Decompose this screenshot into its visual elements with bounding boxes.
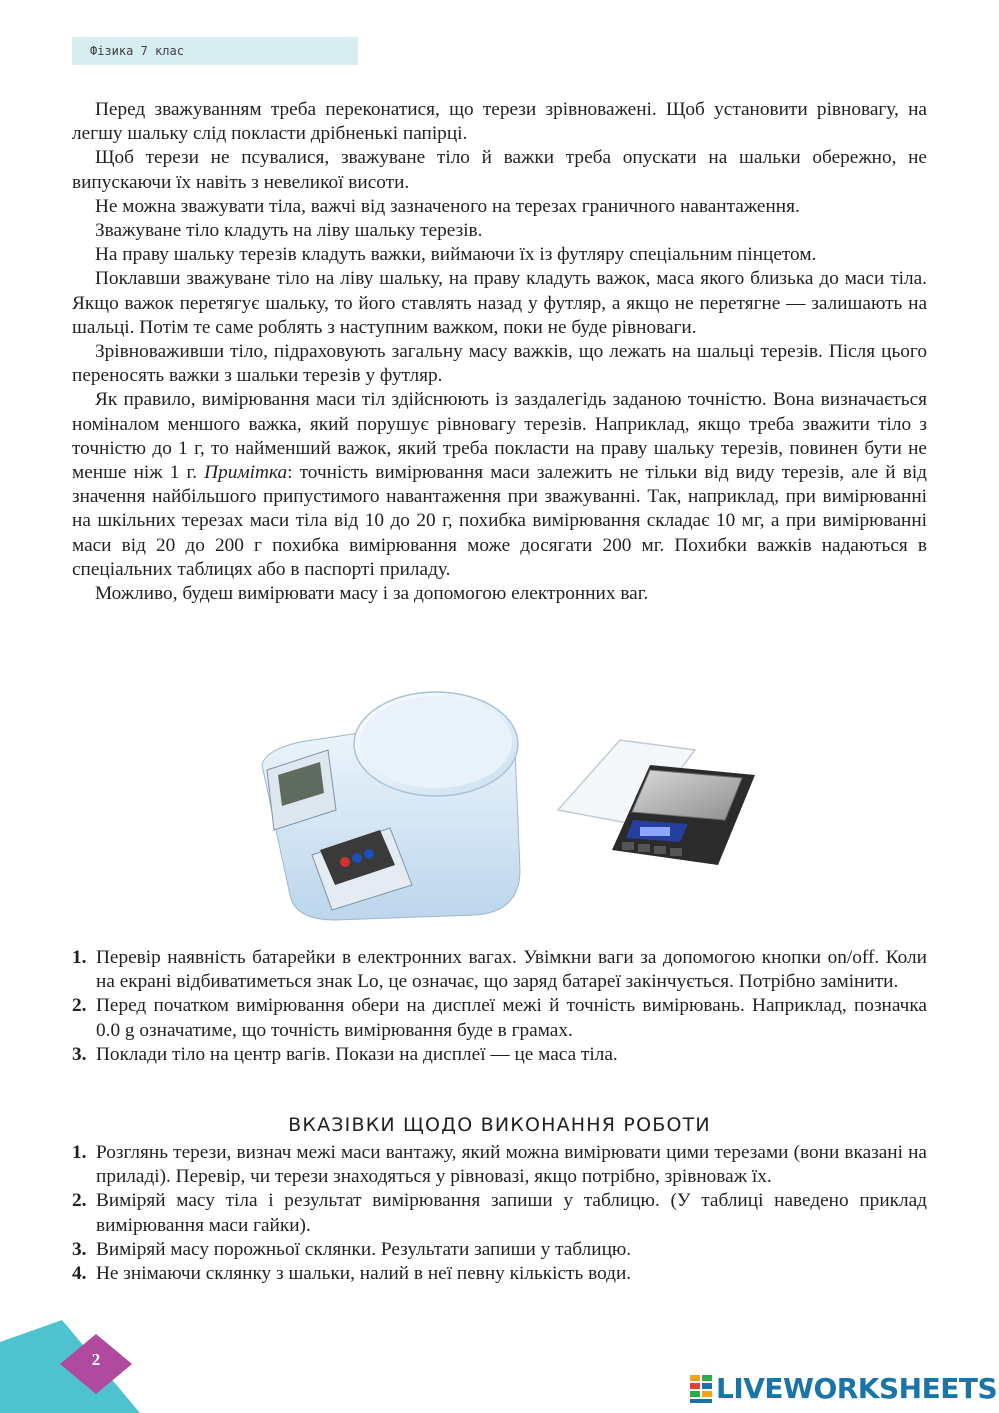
item-number: 2. bbox=[72, 995, 87, 1017]
paragraph: Зважуване тіло кладуть на ліву шальку терезів. bbox=[95, 220, 483, 242]
logo-text: LIVEWORKSHEETS bbox=[716, 1372, 998, 1405]
item-number: 2. bbox=[72, 1190, 87, 1212]
body-text bbox=[72, 98, 927, 606]
list-item bbox=[72, 1043, 927, 1067]
list-item bbox=[72, 1189, 927, 1237]
kitchen-scale-image bbox=[262, 692, 520, 920]
page-corner-decoration bbox=[0, 1320, 140, 1413]
item-number: 1. bbox=[72, 947, 87, 968]
item-number: 4. bbox=[72, 1263, 87, 1285]
item-text: Виміряй масу порожньої склянки. Результати запиши у таблицю. bbox=[96, 1238, 632, 1260]
page-number: 2 bbox=[91, 1350, 101, 1369]
electronic-scales-photos bbox=[240, 680, 780, 930]
paragraph: Зрівноваживши тіло, підраховують загальну масу важків, що лежать на шальці терезів. Після цього переносять важки з шальки терезів у футляр. bbox=[72, 341, 927, 387]
note-label: Примітка bbox=[204, 462, 288, 484]
list-item bbox=[72, 994, 927, 1042]
item-text: Виміряй масу тіла і результат вимірювання запиши у таблицю. (У таблиці наведено приклад вимірювання маси гайки). bbox=[96, 1190, 927, 1236]
item-text: Поклади тіло на центр вагів. Покази на дисплеї — це маса тіла. bbox=[96, 1043, 618, 1065]
paragraph: Не можна зважувати тіла, важчі від зазначеного на терезах граничного навантаження. bbox=[95, 195, 800, 217]
item-number: 3. bbox=[72, 1043, 87, 1065]
list-item bbox=[72, 946, 927, 994]
item-text: Розглянь терези, визнач межі маси вантажу, який можна вимірювати цими терезами (вони вказані на приладі). Перевір, чи терези знаходяться у рівновазі, якщо потрібно, зрівноваж їх. bbox=[96, 1142, 927, 1188]
item-number: 3. bbox=[72, 1238, 87, 1260]
item-text: Перевір наявність батарейки в електронних вагах. Увімкни ваги за допомогою кнопки on/off. Коли на екрані відбиватиметься знак Lo, це означає, що заряд батареї закінчується. Потрібно замінити. bbox=[96, 947, 927, 993]
precision-paragraph bbox=[72, 388, 927, 582]
electronic-intro: Можливо, будеш вимірювати масу і за допомогою електронних ваг. bbox=[95, 583, 649, 605]
liveworksheets-logo[interactable] bbox=[690, 1372, 997, 1405]
item-number: 1. bbox=[72, 1142, 87, 1163]
paragraph: Поклавши зважуване тіло на ліву шальку, на праву кладуть важок, маса якого близька до маси тіла. Якщо важок перетягує шальку, то його ставлять назад у футляр, а якщо не перетягне — залишають на шальці. Потім те саме роблять з наступним важком, поки не буде рівноваги. bbox=[72, 268, 927, 338]
paragraph: На праву шальку терезів кладуть важки, виймаючи їх із футляру спеціальним пінцетом. bbox=[95, 244, 817, 266]
list-item bbox=[72, 1238, 927, 1262]
pocket-scale-image bbox=[558, 740, 755, 865]
header-title: Фізика 7 клас bbox=[90, 44, 184, 58]
electronic-scale-steps bbox=[72, 946, 927, 1067]
section-title: ВКАЗІВКИ ЩОДО ВИКОНАННЯ РОБОТИ bbox=[288, 1114, 711, 1136]
precision-text-cont: : точність вимірювання маси залежить не тільки від виду терезів, але й від значення найбільшого припустимого навантаження при зважуванні. Так, наприклад, при вимірюванні на шкільних терезах маси тіла від 10 до 20 г, похибка вимірювання складає 10 мг, а при вимірюванні маси від 20 до 200 г похибка вимірювання може досягати 200 мг. Похибки важків надаються в спеціальних таблицях або в паспорті приладу. bbox=[72, 462, 927, 580]
list-item bbox=[72, 1141, 927, 1189]
work-steps bbox=[72, 1141, 927, 1286]
item-text: Не знімаючи склянку з шальки, налий в неї певну кількість води. bbox=[96, 1263, 632, 1285]
paragraph: Щоб терези не псувалися, зважуване тіло й важки треба опускати на шальки обережно, не випускаючи їх навіть з невеликої висоти. bbox=[72, 147, 927, 193]
paragraph: Перед зважуванням треба переконатися, що терези зрівноважені. Щоб установити рівновагу, на легшу шальку слід покласти дрібненькі папірці. bbox=[72, 99, 927, 145]
list-item bbox=[72, 1262, 927, 1286]
item-text: Перед початком вимірювання обери на дисплеї межі й точність вимірювань. Наприклад, позначка 0.0 g означатиме, що точність вимірювання буде в грамах. bbox=[96, 995, 927, 1041]
logo-squares-icon bbox=[690, 1375, 712, 1403]
precision-text: Як правило, вимірювання маси тіл здійснюють із заздалегідь заданою точністю. Вона визначається номіналом меншого важка, який порушує рівновагу терезів. Наприклад, якщо треба зважити тіло з точністю до 1 г, то найменший важок, який треба покласти на праву шальку терезів, повинен бути не менше ніж 1 г. bbox=[72, 389, 927, 484]
